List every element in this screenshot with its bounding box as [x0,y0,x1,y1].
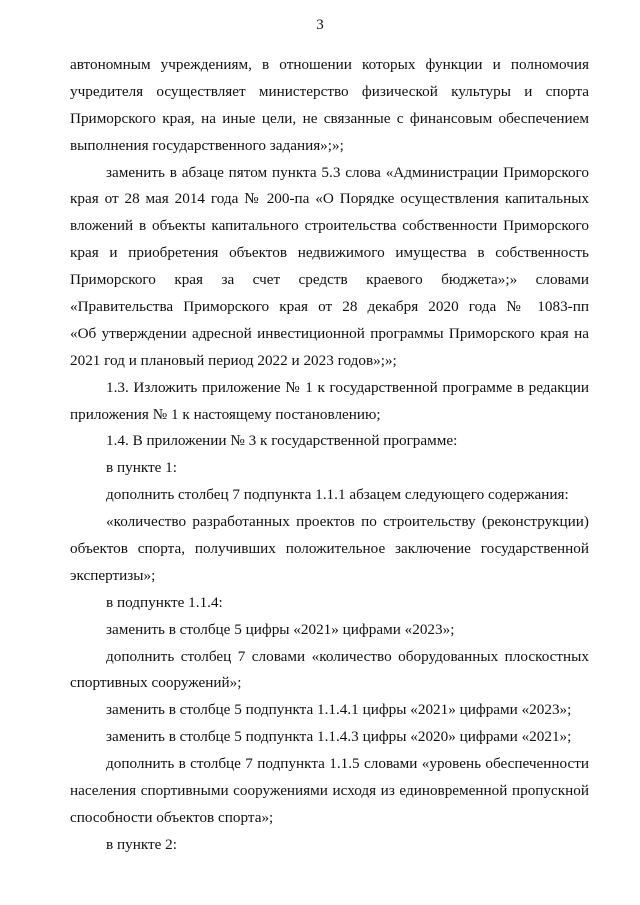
text-line: в пункте 1: [106,459,177,477]
page-number: 3 [316,17,324,33]
text-line: вложений в объекты капитального строительства собственности Приморского [70,217,589,235]
text-line: дополнить в столбце 7 подпункта 1.1.5 словами «уровень обеспеченности [106,755,589,773]
text-line: в пункте 2: [106,835,177,853]
text-line: 2021 год и плановый период 2022 и 2023 годов»;»; [70,351,397,369]
text-line: заменить в столбце 5 цифры «2021» цифрами «2023»; [106,620,455,638]
text-line: 1.4. В приложении № 3 к государственной программе: [106,432,458,450]
text-line: заменить в столбце 5 подпункта 1.1.4.3 цифры «2020» цифрами «2021»; [106,728,572,746]
text-line: края и приобретения объектов недвижимого имущества в собственность [70,244,589,262]
text-line: выполнения государственного задания»;»; [70,136,344,154]
text-line: приложения № 1 к настоящему постановлению; [70,405,381,423]
text-line: экспертизы»; [70,566,156,584]
text-line: в подпункте 1.1.4: [106,593,223,611]
document-body [70,52,589,859]
text-line: «количество разработанных проектов по строительству (реконструкции) [106,513,589,531]
text-line: заменить в столбце 5 подпункта 1.1.4.1 цифры «2021» цифрами «2023»; [106,701,572,719]
text-line: дополнить столбец 7 подпункта 1.1.1 абзацем следующего содержания: [106,486,569,504]
text-line: дополнить столбец 7 словами «количество оборудованных плоскостных [106,647,589,665]
text-line: населения спортивными сооружениями исходя из единовременной пропускной [70,782,589,800]
text-line: «Об утверждении адресной инвестиционной программы Приморского края на [70,324,589,342]
text-line: заменить в абзаце пятом пункта 5.3 слова «Администрации Приморского [106,163,589,181]
text-line: «Правительства Приморского края от 28 декабря 2020 года № 1083-пп [70,298,589,316]
text-line: способности объектов спорта»; [70,808,274,826]
text-line: края от 28 мая 2014 года № 200-па «О Порядке осуществления капитальных [70,190,589,208]
text-line: автономным учреждениям, в отношении которых функции и полномочия [70,56,589,73]
text-line: 1.3. Изложить приложение № 1 к государственной программе в редакции [106,378,589,396]
text-line: Приморского края, на иные цели, не связанные с финансовым обеспечением [70,109,589,127]
text-line: объектов спорта, получивших положительное заключение государственной [70,540,589,558]
text-line: спортивных сооружений»; [70,674,242,692]
text-line: Приморского края за счет средств краевого бюджета»;» словами [70,271,589,289]
text-line: учредителя осуществляет министерство физической культуры и спорта [70,82,589,100]
